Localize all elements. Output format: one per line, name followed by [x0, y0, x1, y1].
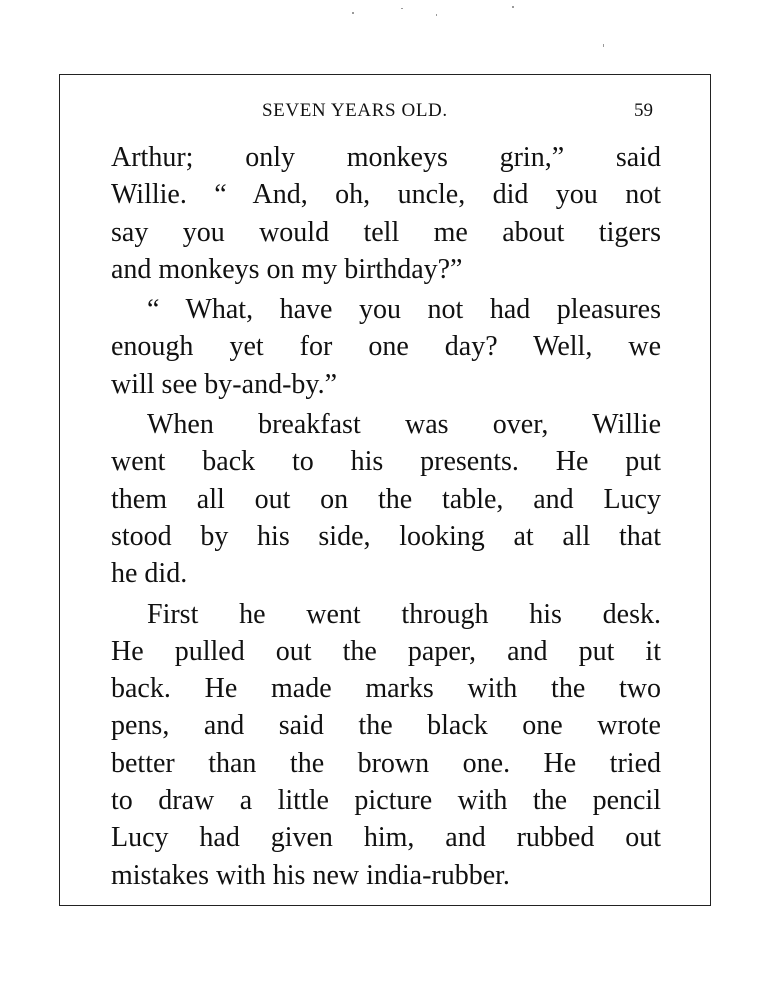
- body-text: [111, 139, 661, 894]
- text-line: stood by his side, looking at all that: [111, 520, 661, 552]
- text-line: He pulled out the paper, and put it: [111, 635, 661, 667]
- text-line: pens, and said the black one wrote: [111, 710, 661, 742]
- text-line: and monkeys on my birthday?”: [111, 253, 463, 285]
- paragraph-3: [111, 406, 661, 592]
- text-line: will see by-and-by.”: [111, 368, 337, 400]
- scan-speck: [436, 14, 437, 16]
- text-line: First he went through his desk.: [147, 598, 661, 630]
- text-line: enough yet for one day? Well, we: [111, 331, 661, 363]
- text-line: them all out on the table, and Lucy: [111, 483, 661, 515]
- text-line: to draw a little picture with the pencil: [111, 785, 661, 817]
- text-line: When breakfast was over, Willie: [147, 409, 661, 441]
- text-line: he did.: [111, 558, 188, 590]
- scan-speck: [603, 44, 604, 47]
- text-line: Lucy had given him, and rubbed out: [111, 822, 661, 854]
- text-line: Arthur; only monkeys grin,” said: [111, 142, 661, 173]
- text-line: “ What, have you not had pleasures: [147, 294, 661, 326]
- text-line: back. He made marks with the two: [111, 673, 661, 705]
- running-header: [0, 100, 773, 126]
- scan-speck: [352, 12, 354, 14]
- text-line: Willie. “ And, oh, uncle, did you not: [111, 179, 661, 211]
- text-line: went back to his presents. He put: [111, 446, 661, 478]
- paragraph-4: [111, 596, 661, 894]
- paragraph-2: [111, 291, 661, 403]
- text-line: better than the brown one. He tried: [111, 747, 661, 779]
- text-line: mistakes with his new india-rubber.: [111, 859, 510, 891]
- scan-speck: [401, 8, 403, 9]
- page-number: 59: [634, 100, 653, 121]
- running-title: SEVEN YEARS OLD.: [262, 100, 448, 121]
- paragraph-1: [111, 139, 661, 288]
- text-line: say you would tell me about tigers: [111, 216, 661, 248]
- scan-speck: [512, 6, 514, 8]
